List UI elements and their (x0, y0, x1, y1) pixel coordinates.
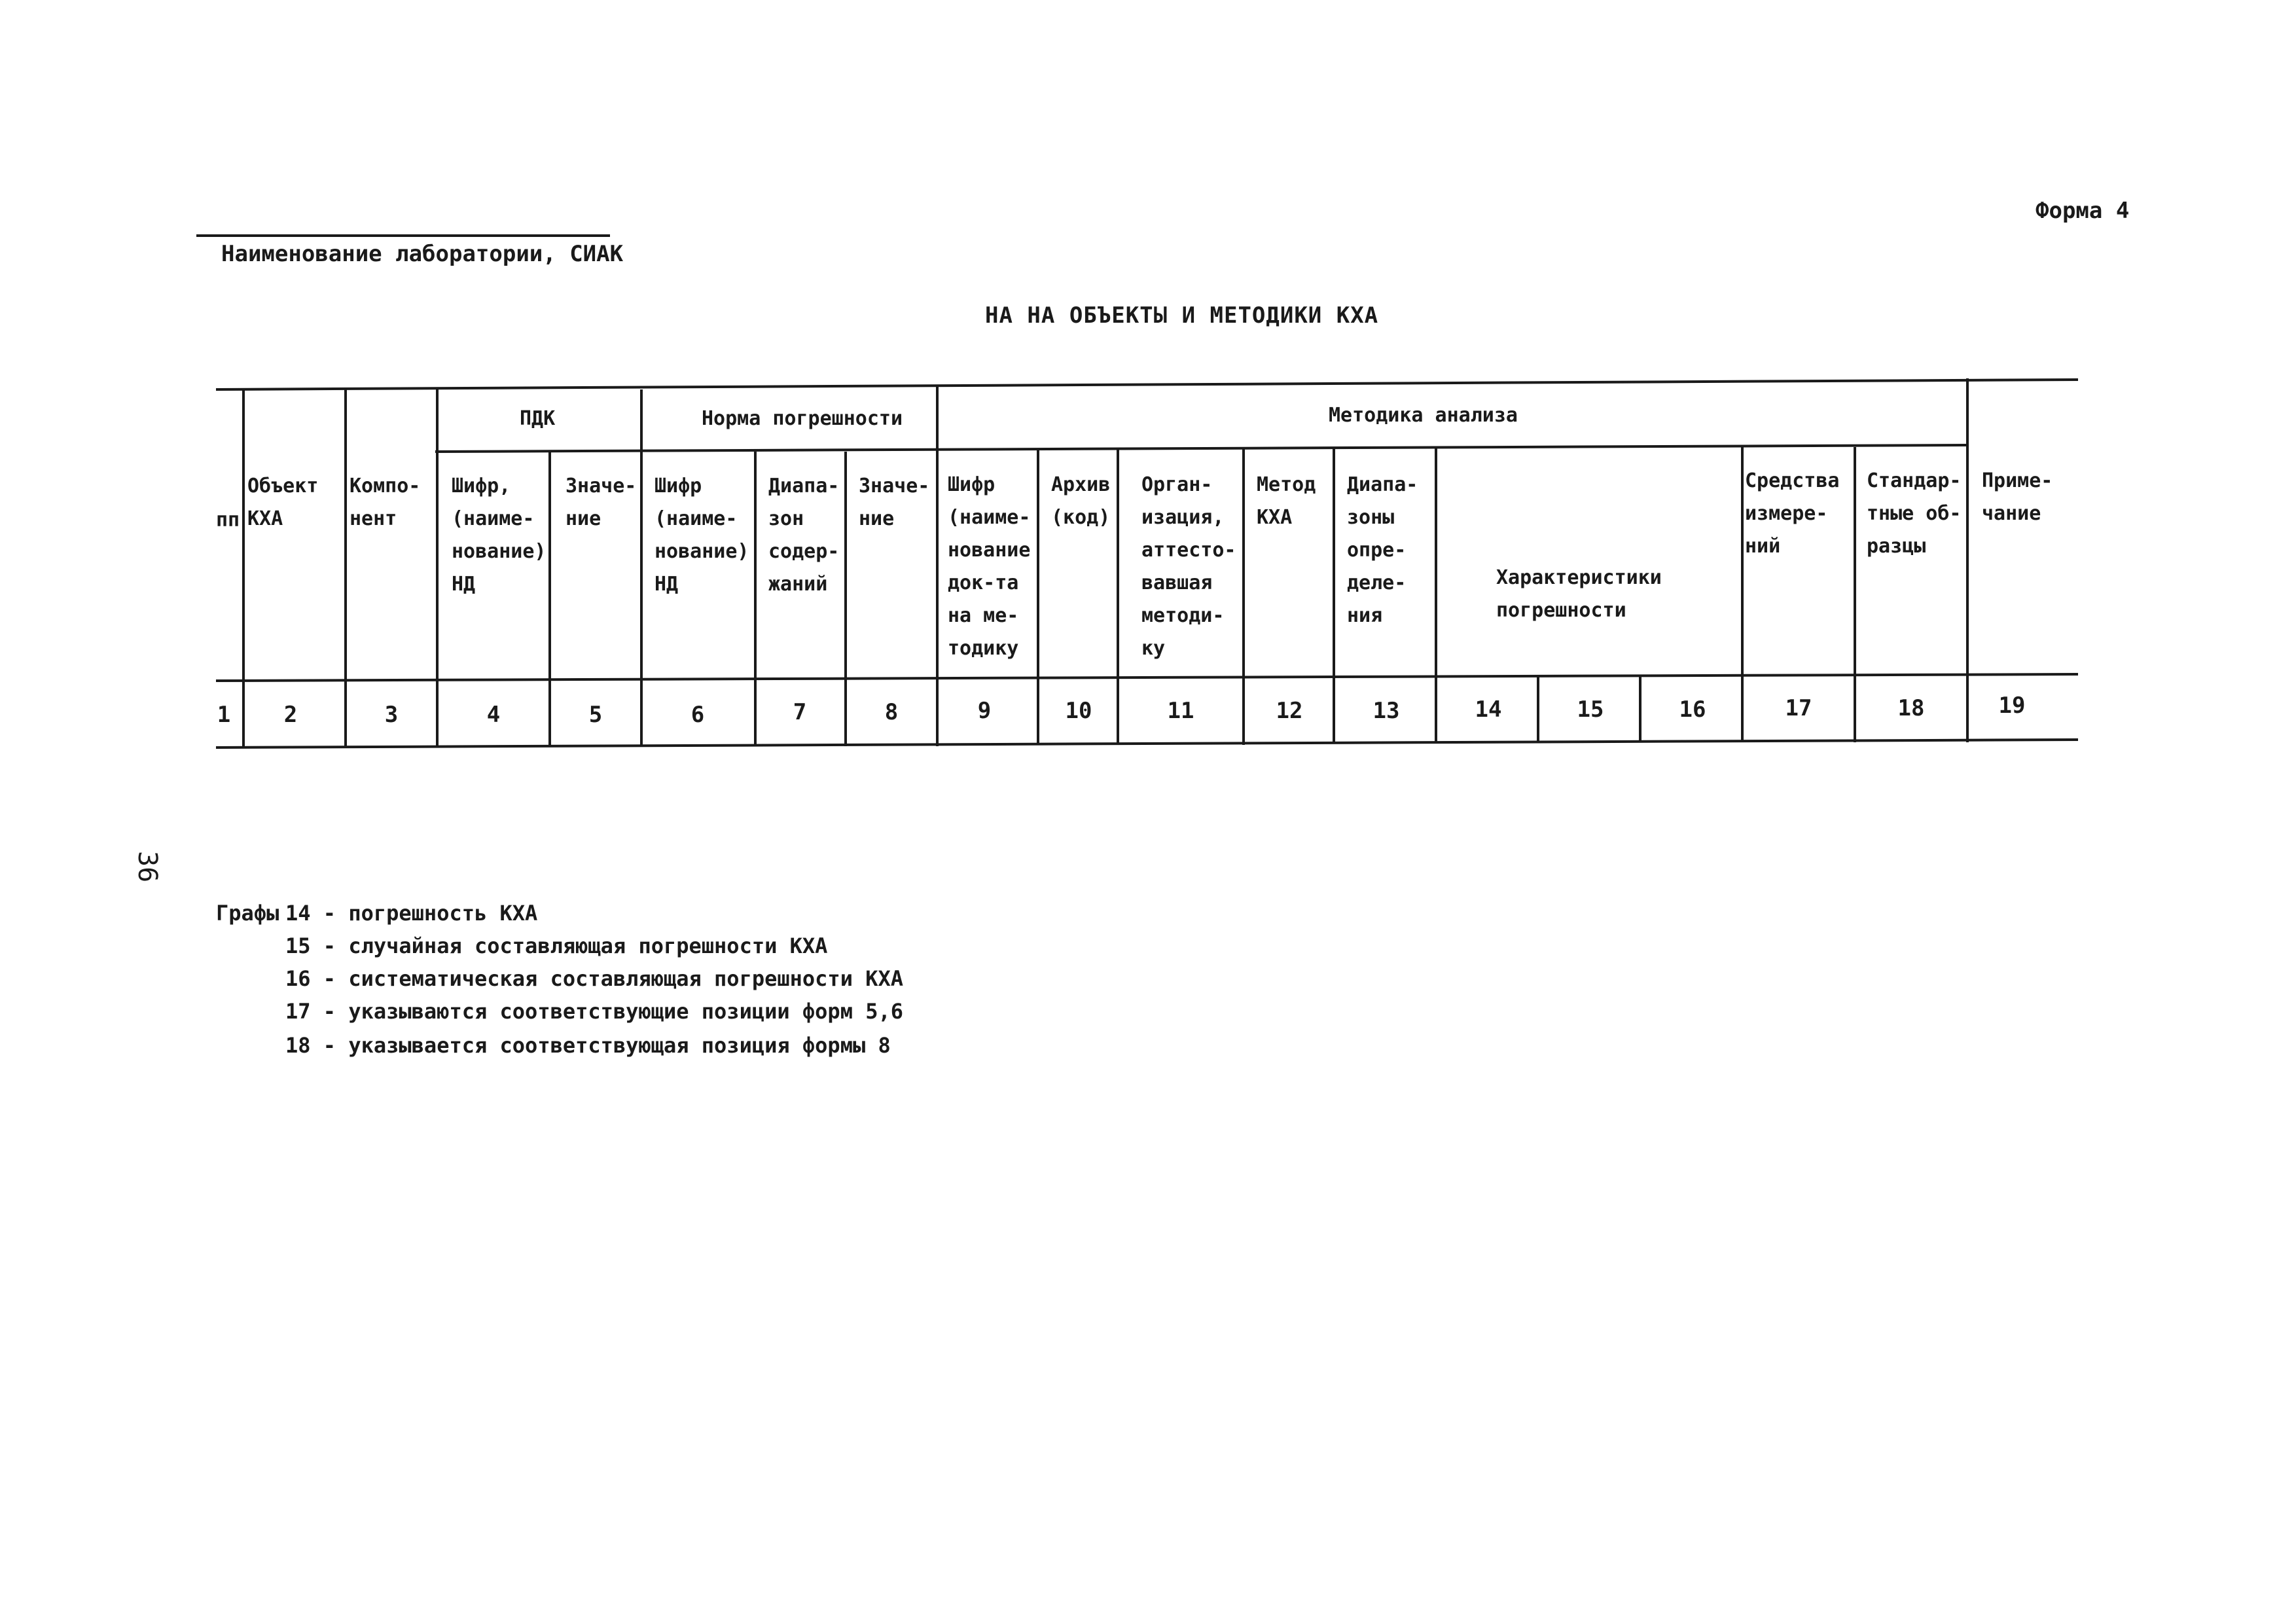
group-header-divider (435, 445, 1967, 452)
document-title: НА НА ОБЪЕКТЫ И МЕТОДИКИ КХА (985, 302, 1379, 329)
col-header-instruments: Средства измере- ний (1745, 469, 1840, 558)
header-bottom-border (216, 674, 2078, 681)
col-header-ranges: Диапа- зоны опре- деле- ния (1347, 473, 1418, 627)
col-number: 3 (384, 702, 399, 728)
col-header-error-characteristics: Характеристики погрешности (1496, 566, 1662, 622)
col-number: 11 (1167, 698, 1194, 724)
col-number: 12 (1276, 698, 1303, 724)
col-header-pdk-value: Значе- ние (565, 475, 637, 530)
col-header-pp: пп (216, 509, 240, 532)
col-header-component: Компо- нент (350, 475, 421, 530)
form-number: Форма 4 (2036, 198, 2130, 224)
table-top-border (216, 380, 2078, 389)
col-header-norma-code: Шифр (наиме- нование) НД (655, 475, 749, 596)
col-number: 8 (884, 699, 899, 725)
page-number: 36 (132, 851, 162, 883)
note-item: 14 - погрешность КХА (285, 901, 538, 926)
col-number: 18 (1897, 695, 1925, 721)
lab-name-label: Наименование лаборатории, СИАК (221, 241, 624, 267)
group-header-pdk: ПДК (520, 407, 556, 430)
col-number: 4 (486, 702, 501, 728)
col-number: 2 (283, 702, 298, 728)
group-header-norma: Норма погрешности (702, 407, 903, 430)
col-number: 17 (1785, 695, 1812, 721)
col-number: 14 (1475, 696, 1502, 723)
group-header-metodika: Методика анализа (1329, 404, 1518, 427)
col-number: 6 (691, 702, 705, 728)
col-header-note: Приме- чание (1982, 469, 2053, 525)
note-item: 16 - систематическая составляющая погрешности КХА (285, 966, 904, 991)
col-header-method: Метод КХА (1257, 473, 1316, 529)
col-number: 15 (1577, 696, 1604, 723)
notes-lead: Графы (216, 901, 279, 926)
col-header-object: Объект КХА (247, 475, 319, 530)
col-header-organization: Орган- изация, аттесто- вавшая методи- ку (1141, 473, 1236, 660)
col-number: 10 (1065, 698, 1092, 724)
table-bottom-border (216, 740, 2078, 748)
col-number: 1 (217, 702, 231, 728)
note-item: 15 - случайная составляющая погрешности КХА (285, 933, 828, 958)
col-header-standard-samples: Стандар- тные об- разцы (1867, 469, 1962, 558)
col-header-pdk-code: Шифр, (наиме- нование) НД (452, 475, 547, 596)
note-item: 17 - указываются соответствующие позиции форм 5,6 (285, 999, 904, 1024)
col-header-archive: Архив (код) (1051, 473, 1111, 529)
col-header-method-code: Шифр (наиме- нование док-та на ме- тодику (948, 473, 1031, 660)
col-number: 9 (977, 698, 992, 724)
col-number: 16 (1679, 696, 1706, 723)
note-item: 18 - указывается соответствующая позиция формы 8 (285, 1033, 891, 1058)
col-number: 7 (793, 699, 807, 725)
col-number: 5 (588, 702, 603, 728)
col-number: 19 (1998, 693, 2026, 719)
col-number: 13 (1372, 698, 1400, 724)
col-header-norma-range: Диапа- зон содер- жаний (768, 475, 840, 596)
col-header-norma-value: Значе- ние (859, 475, 930, 530)
